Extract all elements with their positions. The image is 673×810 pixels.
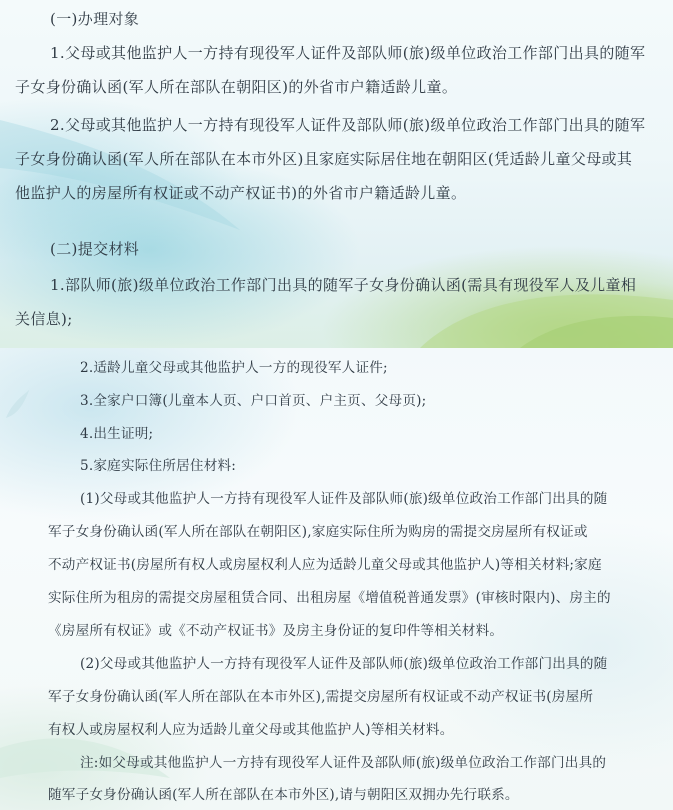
residence-sub-2-line-2: 军子女身份确认函(军人所在部队在本市外区),需提交房屋所有权证或不动产权证书(房屋所: [48, 689, 594, 705]
residence-sub-1-line-4: 实际住所为租房的需提交房屋租赁合同、出租房屋《增值税普通发票》(审核时限内)、房主的: [48, 590, 611, 606]
section-heading-eligibility: (一)办理对象: [50, 10, 140, 28]
materials-item-3: 3.全家户口簿(儿童本人页、户口首页、户主页、父母页);: [80, 393, 427, 409]
materials-item-4: 4.出生证明;: [80, 426, 154, 442]
residence-sub-1-line-5: 《房屋所有权证》或《不动产权证书》及房主身份证的复印件等相关材料。: [48, 623, 504, 639]
eligibility-item-1-line-1: 1.父母或其他监护人一方持有现役军人证件及部队师(旅)级单位政治工作部门出具的随军: [50, 44, 646, 62]
materials-item-5: 5.家庭实际住所居住材料:: [80, 458, 237, 474]
note-line-1: 注:如父母或其他监护人一方持有现役军人证件及部队师(旅)级单位政治工作部门出具的: [80, 755, 607, 771]
materials-item-1-line-2: 关信息);: [15, 310, 73, 328]
section-heading-materials: (二)提交材料: [50, 240, 140, 258]
note-line-2: 随军子女身份确认函(军人所在部队在本市外区),请与朝阳区双拥办先行联系。: [48, 787, 519, 803]
eligibility-item-2-line-2: 子女身份确认函(军人所在部队在本市外区)且家庭实际居住地在朝阳区(凭适龄儿童父母或其: [15, 150, 633, 168]
residence-sub-1-line-1: (1)父母或其他监护人一方持有现役军人证件及部队师(旅)级单位政治工作部门出具的随: [80, 491, 608, 507]
materials-item-1-line-1: 1.部队师(旅)级单位政治工作部门出具的随军子女身份确认函(需具有现役军人及儿童相: [50, 276, 637, 294]
residence-sub-2-line-1: (2)父母或其他监护人一方持有现役军人证件及部队师(旅)级单位政治工作部门出具的随: [80, 656, 608, 672]
eligibility-item-2-line-1: 2.父母或其他监护人一方持有现役军人证件及部队师(旅)级单位政治工作部门出具的随军: [50, 116, 646, 134]
eligibility-item-2-line-3: 他监护人的房屋所有权证或不动产权证书)的外省市户籍适龄儿童。: [15, 184, 467, 202]
materials-item-2: 2.适龄儿童父母或其他监护人一方的现役军人证件;: [80, 360, 388, 376]
residence-sub-1-line-3: 不动产权证书(房屋所有权人或房屋权利人应为适龄儿童父母或其他监护人)等相关材料;家庭: [48, 557, 602, 573]
residence-sub-2-line-3: 有权人或房屋权利人应为适龄儿童父母或其他监护人)等相关材料。: [48, 722, 454, 738]
residence-sub-1-line-2: 军子女身份确认函(军人所在部队在朝阳区),家庭实际住所为购房的需提交房屋所有权证或: [48, 524, 588, 540]
eligibility-item-1-line-2: 子女身份确认函(军人所在部队在朝阳区)的外省市户籍适龄儿童。: [15, 78, 458, 96]
bottom-document-panel: [0, 348, 673, 810]
leaf-decoration: [0, 348, 673, 810]
top-document-panel: [0, 0, 673, 348]
